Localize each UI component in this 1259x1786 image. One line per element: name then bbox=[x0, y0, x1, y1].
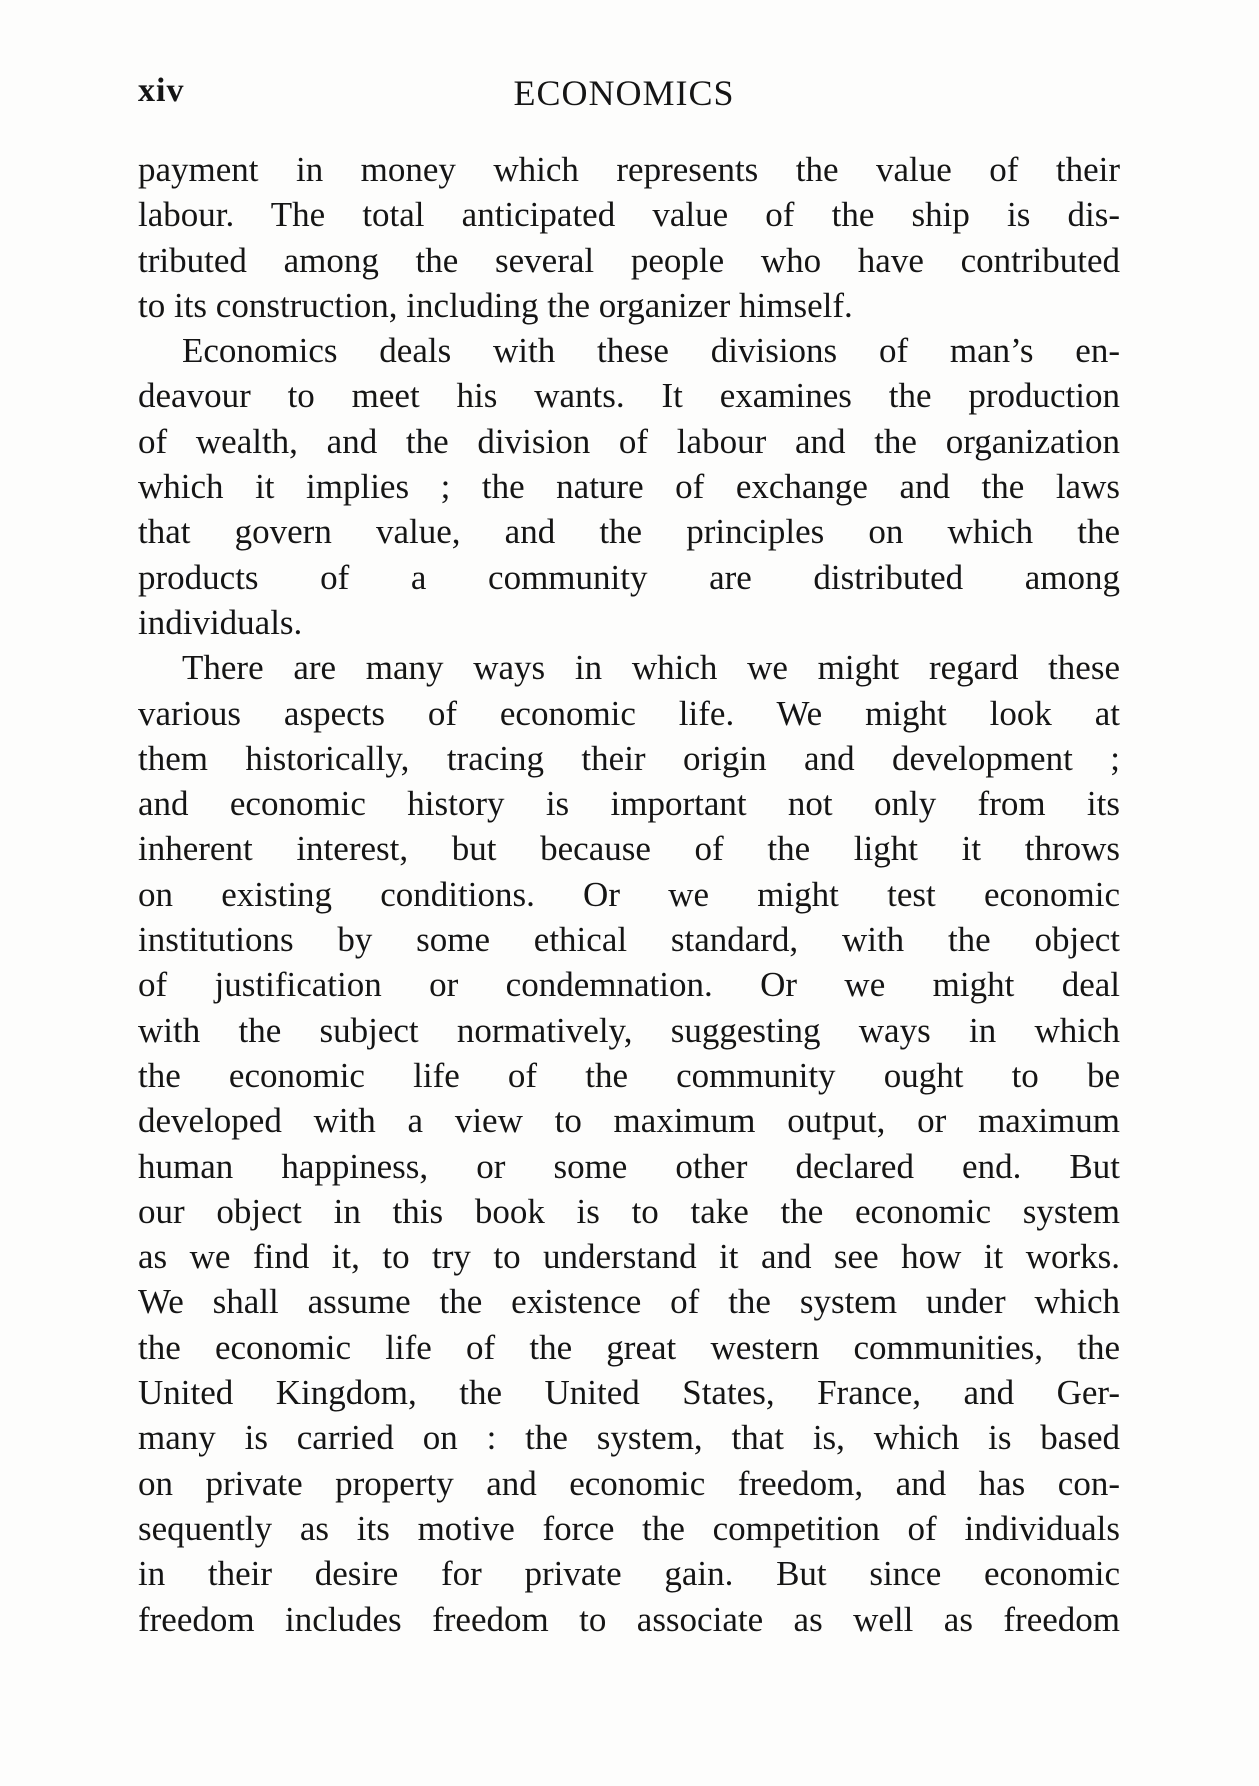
text-line: on private property and economic freedom, and has con- bbox=[138, 1463, 1120, 1503]
text-line: United Kingdom, the United States, France, and Ger- bbox=[138, 1373, 1120, 1413]
text-line: individuals. bbox=[138, 602, 303, 642]
page-number: xiv bbox=[138, 72, 185, 109]
text-line: with the subject normatively, suggesting ways in which bbox=[138, 1010, 1120, 1050]
text-line: them historically, tracing their origin and development ; bbox=[138, 738, 1120, 778]
text-line: developed with a view to maximum output, or maximum bbox=[138, 1101, 1120, 1141]
text-line: of justification or condemnation. Or we might deal bbox=[138, 965, 1120, 1005]
text-line: various aspects of economic life. We might look at bbox=[138, 693, 1120, 733]
paragraph bbox=[138, 328, 1120, 645]
text-line: the economic life of the great western communities, the bbox=[138, 1327, 1120, 1367]
text-line: sequently as its motive force the competition of individuals bbox=[138, 1508, 1120, 1548]
text-line: in their desire for private gain. But since economic bbox=[138, 1554, 1120, 1594]
text-line: products of a community are distributed among bbox=[138, 557, 1120, 597]
text-line: deavour to meet his wants. It examines the production bbox=[138, 376, 1120, 416]
running-head bbox=[138, 72, 1120, 118]
text-line: tributed among the several people who have contributed bbox=[138, 240, 1120, 280]
text-line: There are many ways in which we might regard these bbox=[182, 648, 1120, 688]
text-line: human happiness, or some other declared end. But bbox=[138, 1146, 1120, 1186]
text-line: institutions by some ethical standard, with the object bbox=[138, 920, 1120, 960]
body-text bbox=[138, 147, 1120, 1642]
text-line: the economic life of the community ought to be bbox=[138, 1055, 1120, 1095]
text-line: as we find it, to try to understand it and see how it works. bbox=[138, 1237, 1120, 1277]
text-line: our object in this book is to take the economic system bbox=[138, 1191, 1120, 1231]
text-line: labour. The total anticipated value of the ship is dis- bbox=[138, 195, 1120, 235]
running-title: ECONOMICS bbox=[513, 73, 735, 113]
text-line: and economic history is important not only from its bbox=[138, 784, 1120, 824]
text-line: to its construction, including the organizer himself. bbox=[138, 285, 853, 325]
text-line: inherent interest, but because of the light it throws bbox=[138, 829, 1120, 869]
text-line: many is carried on : the system, that is, which is based bbox=[138, 1418, 1120, 1458]
text-line: of wealth, and the division of labour and the organization bbox=[138, 421, 1120, 461]
paragraph bbox=[138, 147, 1120, 328]
text-line: freedom includes freedom to associate as well as freedom bbox=[138, 1599, 1120, 1639]
text-line: Economics deals with these divisions of man’s en- bbox=[182, 331, 1120, 371]
paragraph bbox=[138, 645, 1120, 1642]
text-line: payment in money which represents the value of their bbox=[138, 150, 1120, 189]
text-line: which it implies ; the nature of exchange and the laws bbox=[138, 467, 1120, 507]
text-line: We shall assume the existence of the system under which bbox=[138, 1282, 1120, 1322]
text-line: that govern value, and the principles on which the bbox=[138, 512, 1120, 552]
text-line: on existing conditions. Or we might test economic bbox=[138, 874, 1120, 914]
